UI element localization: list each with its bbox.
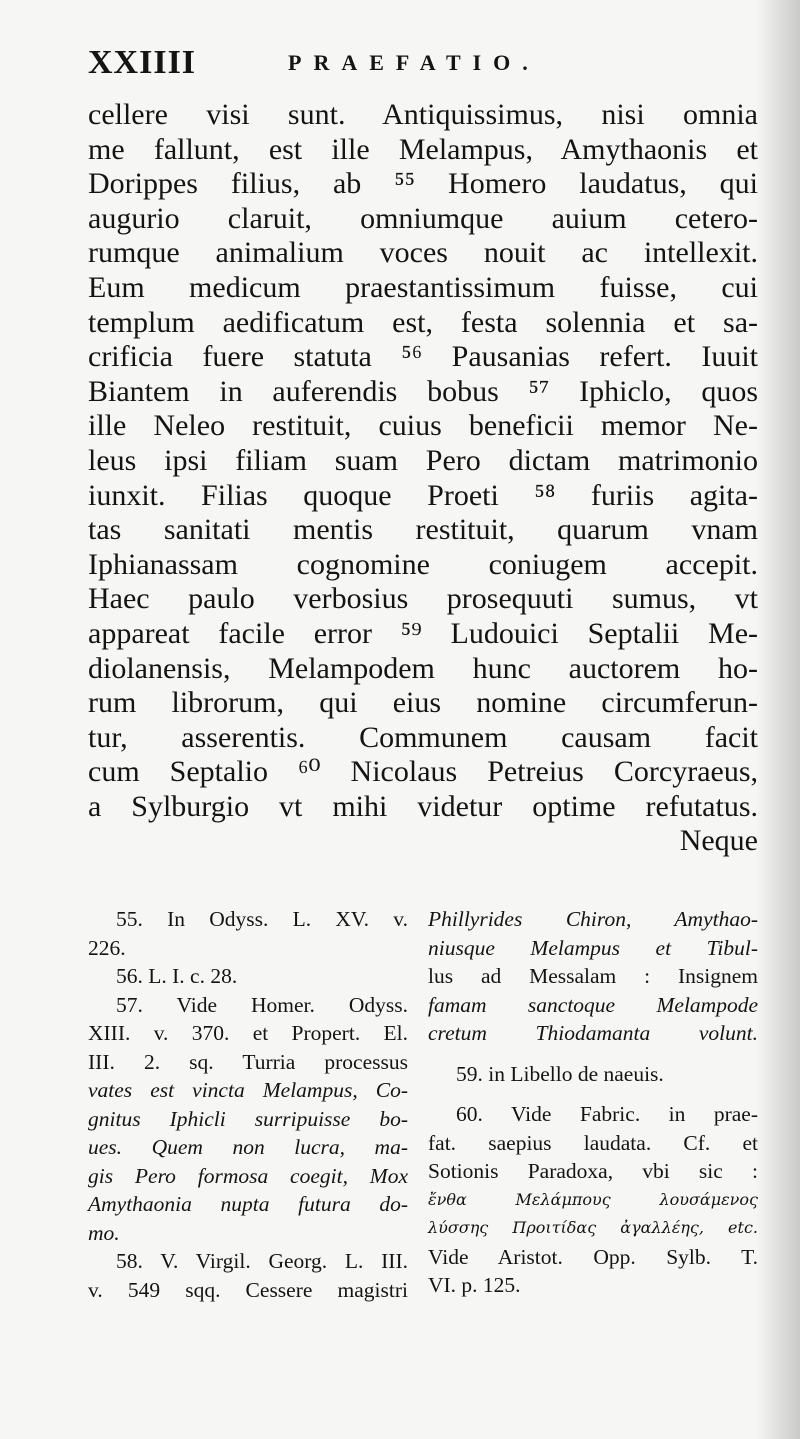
text-line: diolanensis, Melampodem hunc auctorem ho- xyxy=(88,651,758,685)
footnote-line: 58. V. Virgil. Georg. L. III. xyxy=(116,1249,408,1273)
text-line: me fallunt, est ille Melampus, Amythaonis et xyxy=(88,132,758,166)
footnote-line: 60. Vide Fabric. in prae- xyxy=(456,1102,758,1126)
footnote-line-greek: ἔνθα Μελάμπους λουσάμενος xyxy=(428,1189,758,1209)
text-line: templum aedificatum est, festa solennia et sa- xyxy=(88,305,758,339)
text-line: a Sylburgio vt mihi videtur optime refutatus. xyxy=(88,789,758,823)
footnote-line: Phillyrides Chiron, Amythao- xyxy=(428,907,758,931)
text-line: Dorippes filius, ab ⁵⁵ Homero laudatus, qui xyxy=(88,167,758,201)
text-line: cum Septalio ⁶⁰ Nicolaus Petreius Corcyraeus, xyxy=(88,755,758,789)
footnote-line: lus ad Messalam : Insignem xyxy=(428,964,758,988)
footnote-line: mo. xyxy=(88,1220,120,1245)
footnote-line: 59. in Libello de naeuis. xyxy=(456,1061,664,1086)
footnote-line: v. 549 sqq. Cessere magistri xyxy=(88,1277,408,1302)
footnote-line: gis Pero formosa coegit, Mox xyxy=(88,1163,408,1188)
footnote-line: Amythaonia nupta futura do- xyxy=(88,1192,408,1216)
text-line: rum librorum, qui eius nomine circumferun- xyxy=(88,686,758,720)
footnotes-right-column xyxy=(428,905,758,1300)
text-line: tur, asserentis. Communem causam facit xyxy=(88,720,758,754)
footnote-line: VI. p. 125. xyxy=(428,1273,521,1297)
footnotes xyxy=(88,905,768,1325)
footnote-line: ues. Quem non lucra, ma- xyxy=(88,1135,408,1159)
footnote-line: 56. L. I. c. 28. xyxy=(116,964,238,988)
footnote-line: 57. Vide Homer. Odyss. xyxy=(116,992,408,1017)
page-header xyxy=(88,44,760,84)
text-line: Haec paulo verbosius prosequuti sumus, vt xyxy=(88,582,758,616)
text-line: tas sanitati mentis restituit, quarum vnam xyxy=(88,513,758,547)
footnote-line: fat. saepius laudata. Cf. et xyxy=(428,1130,758,1155)
text-line: leus ipsi filiam suam Pero dictam matrimonio xyxy=(88,443,758,477)
text-line: Biantem in auferendis bobus ⁵⁷ Iphiclo, quos xyxy=(88,374,758,408)
text-line: ille Neleo restituit, cuius beneficii memor Ne- xyxy=(88,409,758,443)
footnotes-left-column xyxy=(88,905,408,1304)
footnote-line: III. 2. sq. Turria processus xyxy=(88,1049,408,1074)
footnote-line: 226. xyxy=(88,935,126,960)
running-title: PRAEFATIO. xyxy=(288,50,540,75)
footnote-line: Vide Aristot. Opp. Sylb. T. xyxy=(428,1244,758,1269)
footnote-line: famam sanctoque Melampode xyxy=(428,992,758,1017)
text-line: Iphianassam cognomine coniugem accepit. xyxy=(88,547,758,581)
catchword: Neque xyxy=(679,824,758,858)
text-line: augurio claruit, omniumque auium cetero- xyxy=(88,201,758,235)
footnote-line: niusque Melampus et Tibul- xyxy=(428,935,758,960)
footnote-line: XIII. v. 370. et Propert. El. xyxy=(88,1021,408,1045)
text-line: crificia fuere statuta ⁵⁶ Pausanias refert. Iuuit xyxy=(88,340,758,374)
folio-number: XXIIII xyxy=(88,44,197,81)
footnote-line: cretum Thiodamanta volunt. xyxy=(428,1021,758,1045)
text-line: iunxit. Filias quoque Proeti ⁵⁸ furiis agita- xyxy=(88,478,758,512)
footnote-line: Sotionis Paradoxa, vbi sic : xyxy=(428,1159,758,1183)
body-text xyxy=(88,98,758,859)
footnote-line-greek: λύσσης Προιτίδας ἀγαλλέης, etc. xyxy=(428,1218,758,1237)
footnote-line: 55. In Odyss. L. XV. v. xyxy=(116,907,408,931)
footnote-line: gnitus Iphicli surripuisse bo- xyxy=(88,1106,408,1131)
text-line: Eum medicum praestantissimum fuisse, cui xyxy=(88,270,758,304)
text-line: rumque animalium voces nouit ac intellexit. xyxy=(88,236,758,270)
footnote-line: vates est vincta Melampus, Co- xyxy=(88,1078,408,1102)
text-line: cellere visi sunt. Antiquissimus, nisi omnia xyxy=(88,98,758,131)
text-line: appareat facile error ⁵⁹ Ludouici Septalii Me- xyxy=(88,616,758,650)
